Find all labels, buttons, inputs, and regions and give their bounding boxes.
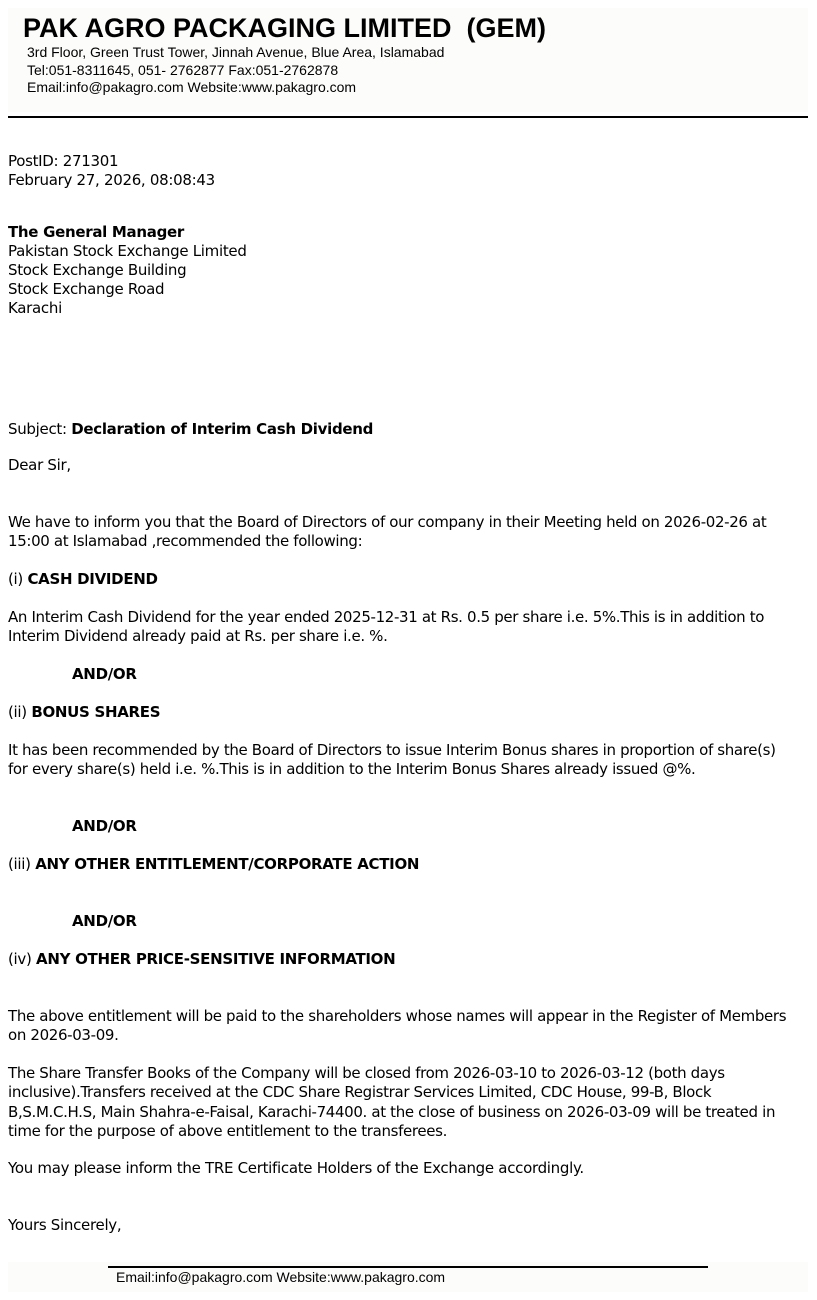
section-heading: CASH DIVIDEND bbox=[27, 570, 158, 588]
and-or-separator: AND/OR bbox=[72, 817, 137, 835]
letterhead bbox=[8, 8, 808, 112]
recipient-line: Karachi bbox=[8, 299, 62, 317]
recipient-title: The General Manager bbox=[8, 223, 184, 241]
company-contact: Email:info@pakagro.com Website:www.pakagro.com bbox=[27, 79, 357, 95]
section-prefix: (i) bbox=[8, 570, 28, 588]
cash-dividend-paragraph: An Interim Cash Dividend for the year ended 2025-12-31 at Rs. 0.5 per share i.e. 5%.This is in addition to Interim Dividend already paid at Rs. per share i.e. %. bbox=[8, 608, 765, 646]
subject-line bbox=[8, 420, 373, 439]
section-prefix: (ii) bbox=[8, 703, 32, 721]
subject-text: Declaration of Interim Cash Dividend bbox=[71, 420, 374, 438]
footer-contact: Email:info@pakagro.com Website:www.pakagro.com bbox=[116, 1269, 446, 1285]
salutation: Dear Sir, bbox=[8, 456, 71, 474]
section-heading-bonus-shares bbox=[8, 703, 160, 722]
recipient-line: Stock Exchange Building bbox=[8, 261, 187, 279]
bonus-shares-paragraph: It has been recommended by the Board of Directors to issue Interim Bonus shares in proportion of share(s) for every share(s) held i.e. %.This is in addition to the Interim Bonus Shares already issued @%. bbox=[8, 741, 776, 779]
post-datetime: February 27, 2026, 08:08:43 bbox=[8, 171, 215, 189]
entitlement-paragraph: The above entitlement will be paid to the shareholders whose names will appear in the Register of Members on 2026-03-09. bbox=[8, 1007, 787, 1045]
company-address: 3rd Floor, Green Trust Tower, Jinnah Avenue, Blue Area, Islamabad bbox=[27, 44, 445, 60]
subject-label: Subject: bbox=[8, 420, 72, 438]
signoff: Yours Sincerely, bbox=[8, 1216, 122, 1234]
recipient-line: Pakistan Stock Exchange Limited bbox=[8, 242, 247, 260]
section-heading: BONUS SHARES bbox=[31, 703, 161, 721]
section-prefix: (iv) bbox=[8, 950, 37, 968]
company-name: PAK AGRO PACKAGING LIMITED (GEM) bbox=[23, 13, 546, 43]
intro-paragraph: We have to inform you that the Board of Directors of our company in their Meeting held on 2026-02-26 at 15:00 at Islamabad ,recommended the following: bbox=[8, 513, 767, 551]
book-closure-paragraph: The Share Transfer Books of the Company will be closed from 2026-03-10 to 2026-03-12 (both days inclusive).Transfers received at the CDC Share Registrar Services Limited, CDC House, 99-B, Block B,S.M.C.H.S, Main Shahra-e-Faisal, Karachi-74400. at the close of business on 2026-03-09 will be treated in time for the purpose of above entitlement to the transferees. bbox=[8, 1064, 776, 1140]
post-id: PostID: 271301 bbox=[8, 152, 119, 170]
section-heading: ANY OTHER PRICE-SENSITIVE INFORMATION bbox=[36, 950, 396, 968]
section-prefix: (iii) bbox=[8, 855, 36, 873]
footer bbox=[8, 1262, 808, 1292]
closing-request: You may please inform the TRE Certificate Holders of the Exchange accordingly. bbox=[8, 1159, 584, 1177]
section-heading-price-sensitive bbox=[8, 950, 395, 969]
section-heading-cash-dividend bbox=[8, 570, 158, 589]
header-divider bbox=[8, 116, 808, 118]
and-or-separator: AND/OR bbox=[72, 665, 137, 683]
company-phone: Tel:051-8311645, 051- 2762877 Fax:051-2762878 bbox=[27, 62, 339, 78]
section-heading: ANY OTHER ENTITLEMENT/CORPORATE ACTION bbox=[35, 855, 420, 873]
and-or-separator: AND/OR bbox=[72, 912, 137, 930]
recipient-line: Stock Exchange Road bbox=[8, 280, 165, 298]
footer-divider bbox=[108, 1266, 708, 1268]
section-heading-other-entitlement bbox=[8, 855, 419, 874]
